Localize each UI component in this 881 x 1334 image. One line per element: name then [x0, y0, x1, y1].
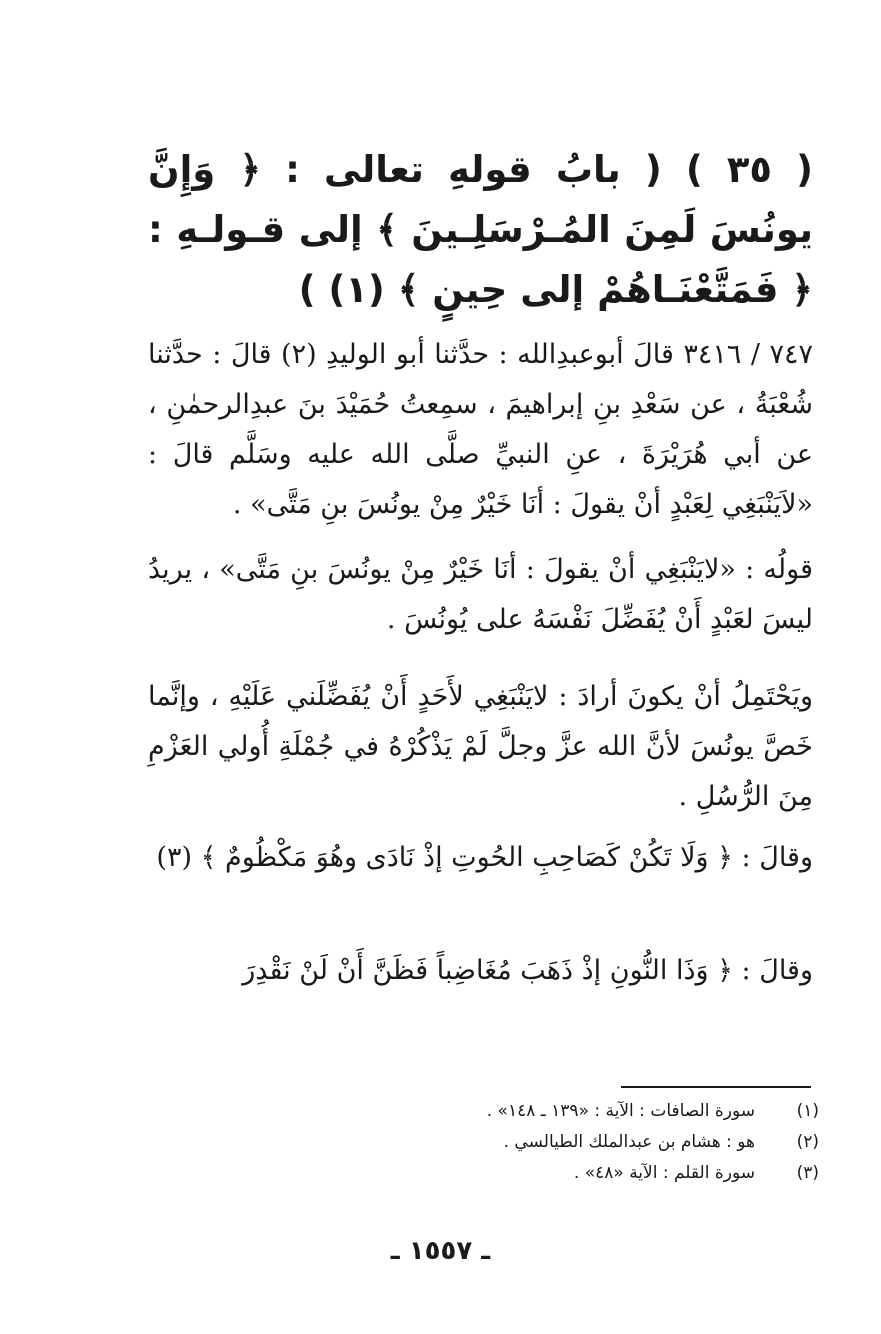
page-number: ـ ١٥٥٧ ـ — [390, 1236, 491, 1266]
footnote-item — [154, 1096, 819, 1127]
footnote-number: (٢) — [796, 1132, 819, 1152]
footnote-text: هو : هشام بن عبدالملك الطيالسي . — [503, 1132, 755, 1152]
chapter-heading: ( ٣٥ ) ( بابُ قولهِ تعالى : ﴿ وَإِنَّ يونُسَ لَمِنَ المُـرْسَلِـينَ ﴾ إلى قـولـهِ : ﴿ فَمَتَّعْنَـاهُمْ إلى حِينٍ ﴾ (١) ) — [148, 148, 813, 311]
hadith-paragraph: ٧٤٧ / ٣٤١٦ قالَ أبوعبدِالله : حدَّثنا أبو الوليدِ (٢) قالَ : حدَّثنا شُعْبَةُ ، عن سَعْدِ بنِ إبراهيمَ ، سمِعتُ حُمَيْدَ بنَ عبدِالرحمٰنِ ، عن أبي هُرَيْرَةَ ، عنِ النبيِّ صلَّى الله عليه وسَلَّم قالَ : «لاَيَنْبَغِي لِعَبْدٍ أنْ يقولَ : أنَا خَيْرٌ مِنْ يونُسَ بنِ مَتَّى» . — [148, 339, 814, 520]
footnote-item — [154, 1127, 819, 1158]
quran-citation-paragraph: وقالَ : ﴿ وَذَا النُّونِ إذْ ذَهَبَ مُغَاضِباً فَظَنَّ أَنْ لَنْ نَقْدِرَ — [242, 955, 813, 986]
footnote-number: (٣) — [796, 1163, 819, 1183]
footnote-text: سورة الصافات : الآية : «١٣٩ ـ ١٤٨» . — [486, 1101, 755, 1121]
footnote-number: (١) — [796, 1101, 819, 1121]
footnotes — [154, 1096, 819, 1189]
commentary-paragraph: ويَحْتَمِلُ أنْ يكونَ أرادَ : لايَنْبَغِي لأَحَدٍ أَنْ يُفَضِّلَني عَلَيْهِ ، وإنَّما خَصَّ يونُسَ لأنَّ الله عزَّ وجلَّ لَمْ يَذْكُرْهُ في جُمْلَةِ أُولي العَزْمِ مِنَ الرُّسُلِ . — [148, 681, 813, 812]
footnote-divider — [621, 1086, 811, 1088]
commentary-paragraph: قولُه : «لايَنْبَغِي أنْ يقولَ : أنَا خَيْرٌ مِنْ يونُسَ بنِ مَتَّى» ، يريدُ ليسَ لعَبْدٍ أَنْ يُفَضِّلَ نَفْسَهُ على يُونُسَ . — [148, 554, 813, 635]
footnote-text: سورة القلم : الآية «٤٨» . — [573, 1163, 755, 1183]
quran-citation-paragraph: وقالَ : ﴿ وَلَا تَكُنْ كَصَاحِبِ الحُوتِ إذْ نَادَى وهُوَ مَكْظُومٌ ﴾ (٣) — [156, 842, 813, 873]
footnote-item — [154, 1158, 819, 1189]
